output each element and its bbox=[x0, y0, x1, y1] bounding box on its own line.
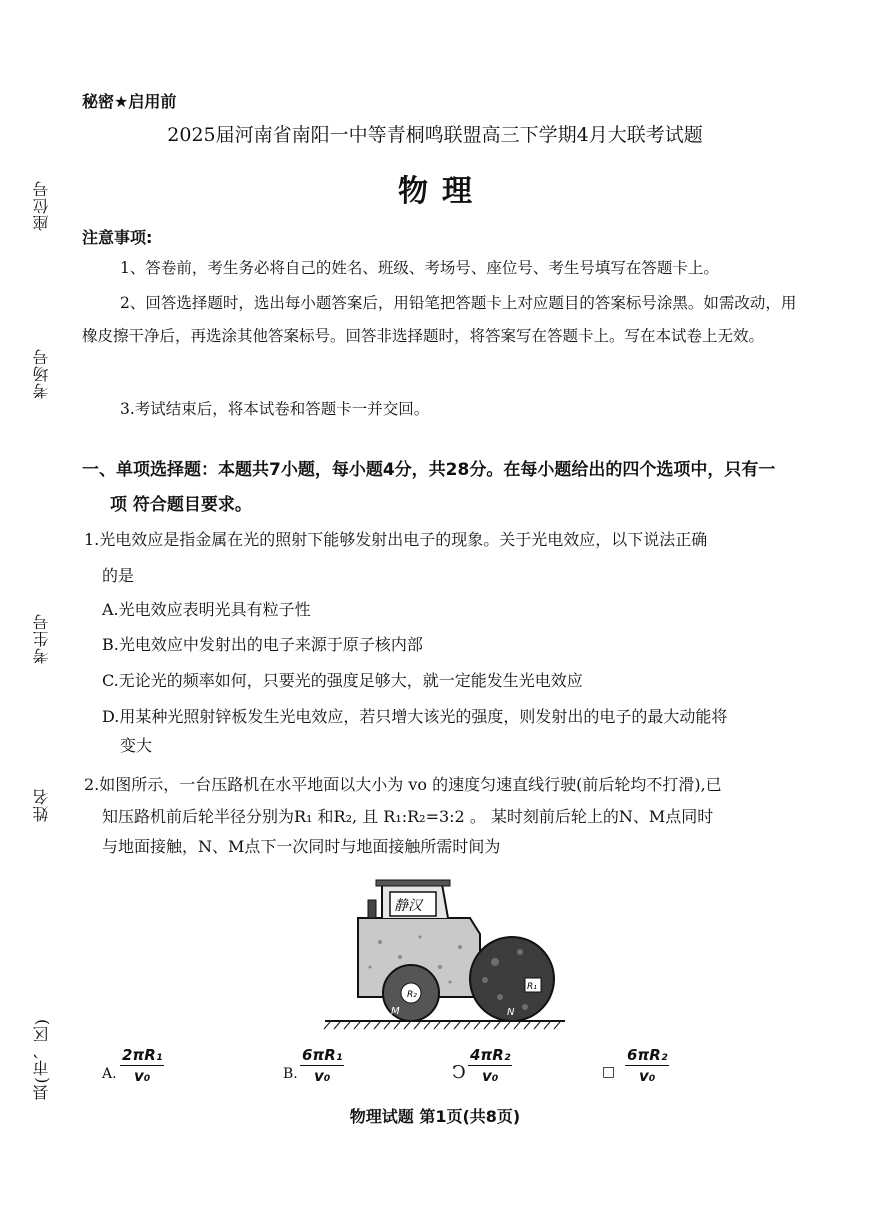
q1-option-d-line2: 变大 bbox=[120, 736, 153, 755]
notice-item-1: 1、答卷前，考生务必将自己的姓名、班级、考场号、座位号、考生号填写在答题卡上。 bbox=[120, 259, 719, 277]
q2-answer-a-denominator: v₀ bbox=[134, 1067, 151, 1085]
q2-stem-line3: 与地面接触，N、M点下一次同时与地面接触所需时间为 bbox=[102, 837, 501, 856]
notice-item-3: 3.考试结束后，将本试卷和答题卡一并交回。 bbox=[120, 400, 430, 418]
q2-answer-c-denominator: v₀ bbox=[482, 1067, 499, 1085]
cab-window-text: 静汉 bbox=[394, 898, 422, 914]
q2-answer-b-denominator: v₀ bbox=[314, 1067, 331, 1085]
q2-answer-a-label: A. bbox=[102, 1066, 117, 1082]
q2-answer-c-label: Ↄ bbox=[452, 1062, 466, 1083]
q2-answer-b-fraction bbox=[300, 1046, 344, 1085]
q1-option-c: C.无论光的频率如何，只要光的强度足够大，就一定能发生光电效应 bbox=[102, 671, 583, 690]
county-label: 县(市、区) bbox=[32, 1018, 51, 1101]
notice-heading: 注意事项: bbox=[82, 228, 153, 247]
section-heading-line2: 项 符合题目要求。 bbox=[110, 495, 252, 515]
q2-answer-d-label: □ bbox=[602, 1064, 616, 1080]
label-n: N bbox=[507, 1007, 515, 1018]
label-r1: R₁ bbox=[527, 982, 537, 992]
q2-answer-d-numerator: 6πR₂ bbox=[627, 1046, 668, 1064]
road-roller-figure bbox=[320, 872, 570, 1032]
label-r2: R₂ bbox=[407, 990, 417, 1000]
q2-answer-c-numerator: 4πR₂ bbox=[470, 1046, 511, 1064]
q2-stem-line1: 2.如图所示，一台压路机在水平地面以大小为 vo 的速度匀速直线行驶(前后轮均不打滑),已 bbox=[84, 775, 722, 794]
q1-option-d-line1: D.用某种光照射锌板发生光电效应，若只增大该光的强度，则发射出的电子的最大动能将 bbox=[102, 707, 728, 726]
q2-answer-b-numerator: 6πR₁ bbox=[302, 1046, 343, 1064]
q2-answer-a-fraction bbox=[120, 1046, 164, 1085]
notice-item-2: 2、回答选择题时，选出每小题答案后，用铅笔把答题卡上对应题目的答案标号涂黑。如需改动，用橡皮擦干净后，再选涂其他答案标号。回答非选择题时，将答案写在答题卡上。写在本试卷上无效。 bbox=[82, 294, 797, 345]
exam-title: 2025届河南省南阳一中等青桐鸣联盟高三下学期4月大联考试题 bbox=[167, 124, 703, 146]
name-label: 姓名 bbox=[32, 788, 51, 822]
confidential-mark: 秘密★启用前 bbox=[82, 92, 177, 111]
label-m: M bbox=[391, 1006, 400, 1017]
q1-option-a: A.光电效应表明光具有粒子性 bbox=[102, 600, 311, 619]
q1-option-b: B.光电效应中发射出的电子来源于原子核内部 bbox=[102, 635, 423, 654]
subject-title: 物理 bbox=[398, 174, 486, 209]
page-footer: 物理试题 第1页(共8页) bbox=[349, 1107, 521, 1126]
exam-room-label: 考场号 bbox=[32, 348, 51, 399]
q2-answer-a-numerator: 2πR₁ bbox=[122, 1046, 163, 1064]
q2-answer-b-label: B. bbox=[283, 1066, 298, 1082]
q1-stem-line1: 1.光电效应是指金属在光的照射下能够发射出电子的现象。关于光电效应，以下说法正确 bbox=[84, 530, 708, 549]
q2-stem-line2: 知压路机前后轮半径分别为R₁ 和R₂, 且 R₁:R₂=3:2 。 某时刻前后轮上的N、M点同时 bbox=[102, 807, 714, 826]
seat-number-label: 座位号 bbox=[32, 180, 51, 231]
q1-stem-line2: 的是 bbox=[102, 566, 135, 585]
student-id-label: 考生号 bbox=[32, 613, 51, 664]
q2-answer-d-denominator: v₀ bbox=[639, 1067, 656, 1085]
q2-answer-c-fraction bbox=[468, 1046, 512, 1085]
section-heading-line1: 一、单项选择题：本题共7小题，每小题4分，共28分。在每小题给出的四个选项中，只有一 bbox=[82, 460, 776, 480]
q2-answer-d-fraction bbox=[625, 1046, 669, 1085]
